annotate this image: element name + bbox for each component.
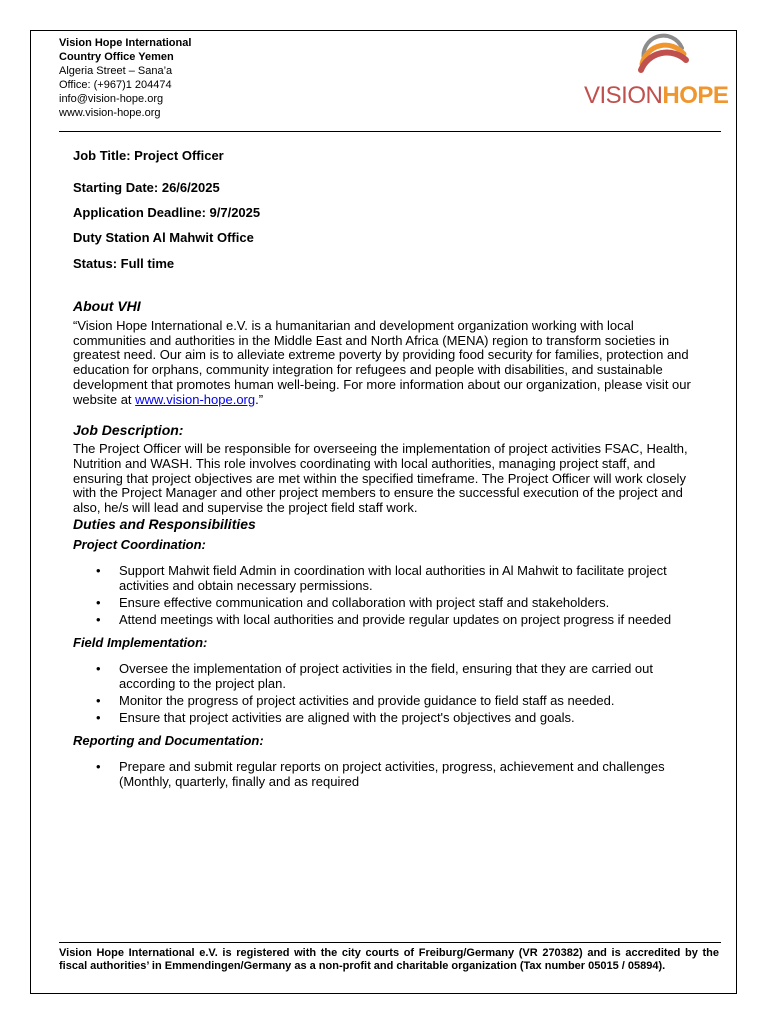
job-title: Job Title: Project Officer <box>73 148 224 163</box>
logo-word-hope: HOPE <box>662 82 729 109</box>
reporting-list <box>73 759 703 789</box>
website-address: www.vision-hope.org <box>59 107 161 119</box>
bullet-icon: • <box>96 758 101 774</box>
bullet-icon: • <box>96 611 101 627</box>
street-address: Algeria Street – Sana’a <box>59 65 173 77</box>
bullet-icon: • <box>96 594 101 610</box>
header-divider <box>59 131 721 132</box>
duty-station: Duty Station Al Mahwit Office <box>73 230 254 245</box>
website-link[interactable]: www.vision-hope.org <box>135 391 256 407</box>
list-item: • Ensure that project activities are aligned with the project's objectives and goals. <box>96 709 575 725</box>
job-description-heading: Job Description: <box>73 422 184 439</box>
logo-wordmark <box>584 83 728 109</box>
field-implementation-list <box>73 661 703 725</box>
about-tail: .” <box>255 391 264 407</box>
list-item: • Support Mahwit field Admin in coordination with local authorities in Al Mahwit to facilitate project activities and obtain necessary permissions. <box>96 562 667 593</box>
starting-date: Starting Date: 26/6/2025 <box>73 180 220 195</box>
about-heading: About VHI <box>73 298 141 314</box>
list-item: • Attend meetings with local authorities and provide regular updates on project progress if needed <box>96 611 672 627</box>
about-paragraph <box>73 319 703 407</box>
email-address: info@vision-hope.org <box>59 93 164 105</box>
office-name: Country Office Yemen <box>59 51 174 63</box>
bullet-icon: • <box>96 692 101 708</box>
list-item: • Monitor the progress of project activities and provide guidance to field staff as needed. <box>96 692 615 708</box>
registration-footer: Vision Hope International e.V. is registered with the city courts of Freiburg/Germany (VR 270382) and is accredited by the fiscal authorities’ in Emmendingen/Germany as a non-profit and charitable organization (Tax number 05015 / 05894). <box>59 947 719 972</box>
duties-heading: Duties and Responsibilities <box>73 515 256 532</box>
job-description-paragraph: The Project Officer will be responsible for overseeing the implementation of project activities FSAC, Health, Nutrition and WASH. This role involves coordinating with local authorities, managing project staff, and ensuring that project objectives are met within the specified timeframe. The Project Officer will work closely with the Project Manager and other project members to ensure the successful execution of the project and also, he/s will lead and supervise the project field staff work. <box>73 441 688 516</box>
org-name: Vision Hope International <box>59 37 192 49</box>
phone-number: Office: (+967)1 204474 <box>59 79 172 91</box>
application-deadline: Application Deadline: 9/7/2025 <box>73 205 261 220</box>
list-item: • Prepare and submit regular reports on project activities, progress, achievement and challenges (Monthly, quarterly, finally and as required <box>96 758 665 789</box>
reporting-heading: Reporting and Documentation: <box>73 732 264 748</box>
field-implementation-heading: Field Implementation: <box>73 634 208 650</box>
bullet-icon: • <box>96 709 101 725</box>
project-coordination-heading: Project Coordination: <box>73 536 206 552</box>
employment-status: Status: Full time <box>73 256 175 271</box>
bullet-icon: • <box>96 660 101 676</box>
logo-word-vision: VISION <box>584 82 663 109</box>
project-coordination-list <box>73 563 703 627</box>
list-item: • Oversee the implementation of project activities in the field, ensuring that they are carried out according to the project plan. <box>96 660 654 691</box>
bullet-icon: • <box>96 562 101 578</box>
about-text: “Vision Hope International e.V. is a humanitarian and development organization working with local communities and authorities in the Middle East and North Africa (MENA) region to transform societies in greatest need. Our aim is to alleviate extreme poverty by providing food security for families, protection and education for orphans, community integration for refugees and people with disabilities, and sustainable development that promotes human well-being. For more information about our organization, please visit our website at <box>73 318 691 407</box>
footer-divider <box>59 942 721 943</box>
vision-hope-logo <box>584 30 736 110</box>
list-item: • Ensure effective communication and collaboration with project staff and stakeholders. <box>96 594 610 610</box>
document-body <box>73 145 703 791</box>
letterhead-address <box>59 36 191 120</box>
